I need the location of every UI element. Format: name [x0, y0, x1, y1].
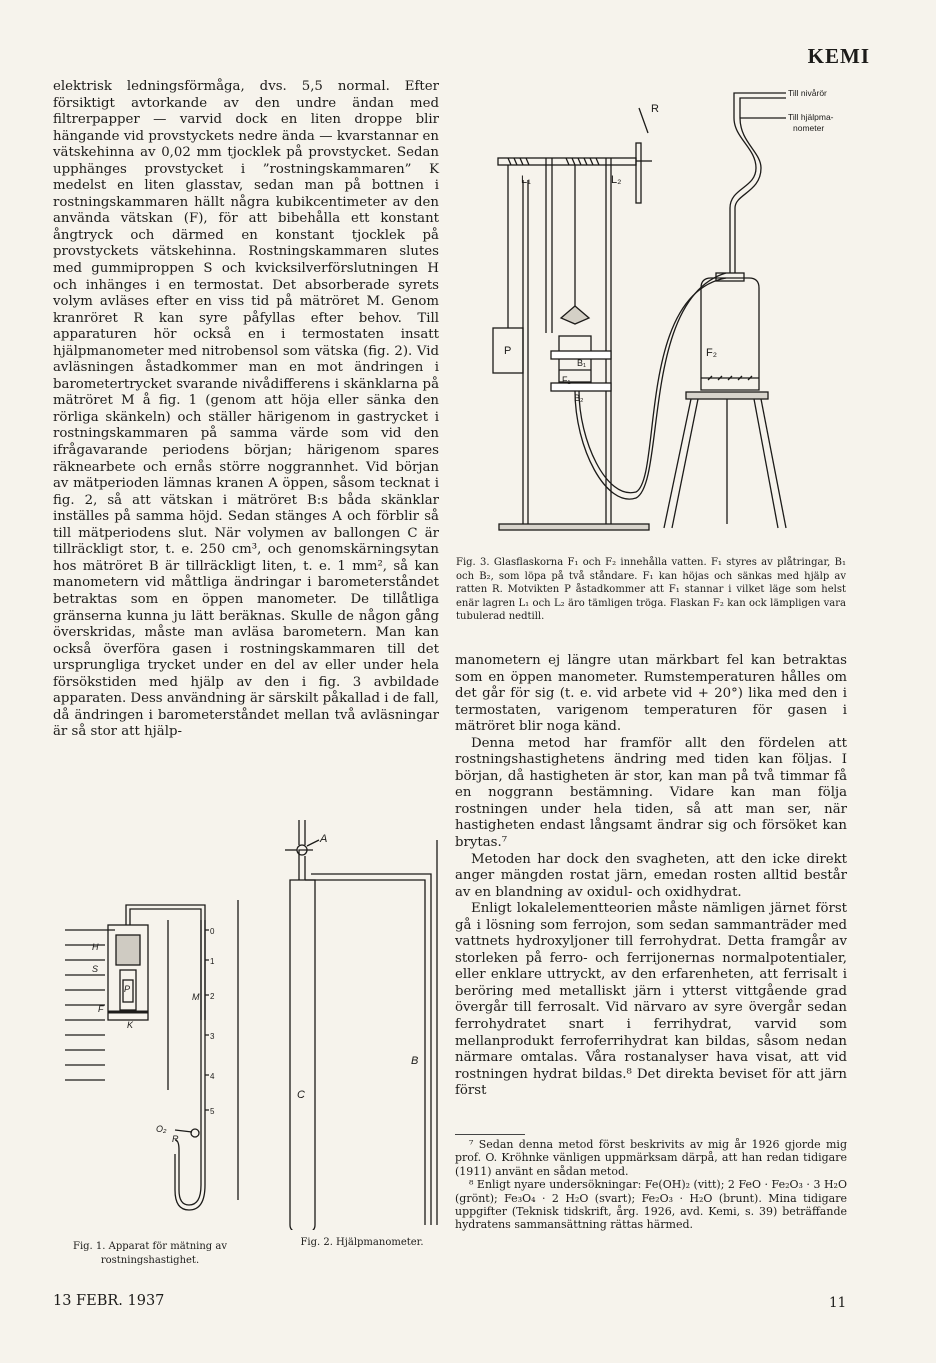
- figure-3-apparatus: [456, 88, 856, 538]
- fig1-label-S: S: [92, 964, 99, 974]
- fig1-scale-3: 3: [210, 1032, 215, 1041]
- paragraph: Metoden har dock den svagheten, att den icke direkt anger mängden rostat järn, emedan rosten alltid består av en blandning av oxidul- och oxidhydrat.: [455, 851, 847, 900]
- fig3-label-till-hjalpmanometer-2: nometer: [793, 123, 825, 133]
- paragraph: elektrisk ledningsförmåga, dvs. 5,5 normal. Efter försiktigt avtorkande av den undre ändan med filtrerpapper — varvid dock en liten droppe blir hängande vid provstyckets nedre ända — kvarstannar en vätskehinna av 0,02 mm tjocklek på provstycket. Sedan upphänges provstycket i ”rostningskammaren” K medelst en liten glasstav, sedan man på bottnen i rostningskammaren hällt några kubikcentimeter av den använda vätskan (F), för att bibehålla ett konstant ångtryck och därmed en konstant tjocklek på provstyckets vätskehinna. Rostningskammaren slutes med gummiproppen S och kvicksilverförslutningen H och inhänges i en termostat. Det absorberade syrets volym avläses efter en viss tid på mätröret M. Genom kranröret R kan syre påfyllas efter behov. Till apparaturen hör också en i termostaten insatt hjälpmanometer med nitrobensol som vätska (fig. 2). Vid avläsningen åstadkommer man en mot ändringen i barometertrycket svarande nivådifferens i skänklarna på mätröret M å fig. 1 (genom att höja eller sänka den rörliga skänkeln) och ställer härigenom in gastrycket i rostningskammaren på samma värde som vid den ifrågavarande periodens början; härigenom spares räknearbete och ernås större noggrannhet. Vid början av mätperioden lämnas kranen A öppen, såsom tecknat i fig. 2, så att vätskan i mätröret B:s båda skänklar inställes på samma höjd. Sedan stänges A och förblir så till mätperiodens slut. När volymen av ballongen C är tillräckligt stor, t. e. 250 cm³, och genomskärningsytan hos mätröret B är tillräckligt liten, t. e. 1 mm², så kan manometern vid måttliga ändringar i barometerståndet betraktas som en öppen manometer. De tillåtliga gränserna kunna ju lätt beräknas. Skulle de någon gång överskridas, måste man avläsa barometern. Man kan också överföra gasen i rostningskammaren till det ursprungliga trycket under en del av eller under hela försökstiden med hjälp av den i fig. 3 avbildade apparaten. Dess användning är särskilt påkallad i de fall, då ändringen i barometerståndet mellan två avläsningar är så stor att hjälp-: [53, 79, 439, 740]
- figure-2-caption: Fig. 2. Hjälpmanometer.: [300, 1237, 424, 1248]
- fig1-label-O2: O₂: [156, 1124, 167, 1134]
- fig1-label-M: M: [192, 992, 200, 1002]
- fig1-scale-0: 0: [210, 927, 215, 936]
- fig1-scale-5: 5: [210, 1107, 215, 1116]
- paragraph: Enligt lokalelementteorien måste nämligen järnet först gå i lösning som ferrojon, som sedan sammanträder med vattnets hydroxyljoner till ferrohydrat. Detta framgår av storleken på ferro- och ferrijonernas normalpotentialer, eller enklare uttryckt, av den erfarenheten, att ferrisalt i beröring med metalliskt järn i ytterst vittgående grad övergår till ferrosalt. Vid närvaro av syre övergår sedan ferrohydratet snart i ferrihydrat, varvid som mellanprodukt ferroferrihydrat kan bildas, såsom nedan närmare omtalas. Våra rostanalyser hava visat, att vid rostningen hydrat bildas.⁸ Det direkta beviset för att järn först: [455, 901, 847, 1099]
- fig1-scale-4: 4: [210, 1072, 215, 1081]
- footnote-divider: [455, 1134, 525, 1135]
- fig3-label-B1: B₁: [577, 358, 587, 368]
- figure-3-caption: Fig. 3. Glasflaskorna F₁ och F₂ innehålla vatten. F₁ styres av plåtringar, B₁ och B₂, som löpa på två ståndare. F₁ kan höjas och sänkas med hjälp av ratten R. Motvikten P åstadkommer att F₁ stannar i vilket läge som helst enär lagren L₁ och L₂ äro tämligen tröga. Flaskan F₂ kan ock lämpligen vara tubulerad nedtill.: [456, 557, 846, 622]
- paragraph: Denna metod har framför allt den fördelen att rostningshastighetens ändring med tiden kan följas. I början, då hastigheten är stor, kan man på två timmar få en noggrann bestämning. Vidare kan man följa rostningen under hela tiden, så att man ser, när hastigheten endast långsamt ändrar sig och försöket kan brytas.⁷: [455, 735, 847, 851]
- fig2-label-B: B: [411, 1055, 419, 1067]
- figure-1-caption: [55, 1240, 245, 1267]
- fig1-label-P: P: [124, 984, 131, 994]
- fig1-label-K: K: [127, 1020, 134, 1030]
- figure-1-caption-line1: Fig. 1. Apparat för mätning av: [73, 1241, 227, 1252]
- fig1-scale-2: 2: [210, 992, 215, 1001]
- fig1-label-R: R: [172, 1134, 179, 1144]
- paragraph: manometern ej längre utan märkbart fel kan betraktas som en öppen manometer. Rumstemperaturen hålles om det går för sig (t. e. vid arbete vid + 20°) lika med den i termostaten, varigenom temperaturen för gasen i mätröret blir noga känd.: [455, 653, 847, 735]
- fig3-label-F2: F₂: [706, 347, 717, 359]
- footnotes: [455, 1138, 847, 1232]
- fig3-label-R: R: [651, 103, 659, 115]
- left-column-text: [53, 79, 439, 741]
- fig1-label-F: F: [98, 1004, 104, 1014]
- fig3-label-till-hjalpmanometer-1: Till hjälpma-: [788, 112, 834, 122]
- section-title: KEMI: [807, 44, 870, 68]
- fig3-label-P: P: [504, 345, 512, 357]
- issue-date: 13 FEBR. 1937: [53, 1293, 165, 1309]
- fig3-label-B2: B₂: [574, 393, 584, 403]
- fig1-scale-1: 1: [210, 957, 215, 966]
- figure-1-caption-line2: rostningshastighet.: [100, 1254, 200, 1266]
- figure-1-apparatus: [60, 900, 240, 1220]
- fig3-label-L2: L₂: [611, 174, 622, 186]
- fig3-label-till-nivaror: Till nivårör: [788, 88, 827, 98]
- fig1-label-H: H: [92, 942, 99, 952]
- fig3-label-L1: L₁: [521, 174, 531, 186]
- page-number: 11: [829, 1295, 847, 1311]
- footnote-7: ⁷ Sedan denna metod först beskrivits av mig år 1926 gjorde mig prof. O. Kröhnke vänligen uppmärksam därpå, att han redan tidigare (1911) använt en sådan metod.: [455, 1138, 847, 1178]
- footnote-8: ⁸ Enligt nyare undersökningar: Fe(OH)₂ (vitt); 2 FeO · Fe₂O₃ · 3 H₂O (grönt); Fe₃O₄ · 2 H₂O (svart); Fe₂O₃ · H₂O (brunt). Mina tidigare uppgifter (Teknisk tidskrift, årg. 1926, avd. Kemi, s. 39) beträffande hydratens sammansättning rättas härmed.: [455, 1178, 847, 1232]
- fig3-label-F1: F₁: [562, 375, 571, 385]
- fig2-label-C: C: [297, 1089, 305, 1101]
- figure-2-manometer: [275, 820, 445, 1230]
- right-column-text: [455, 653, 847, 1100]
- fig2-label-A: A: [320, 833, 328, 845]
